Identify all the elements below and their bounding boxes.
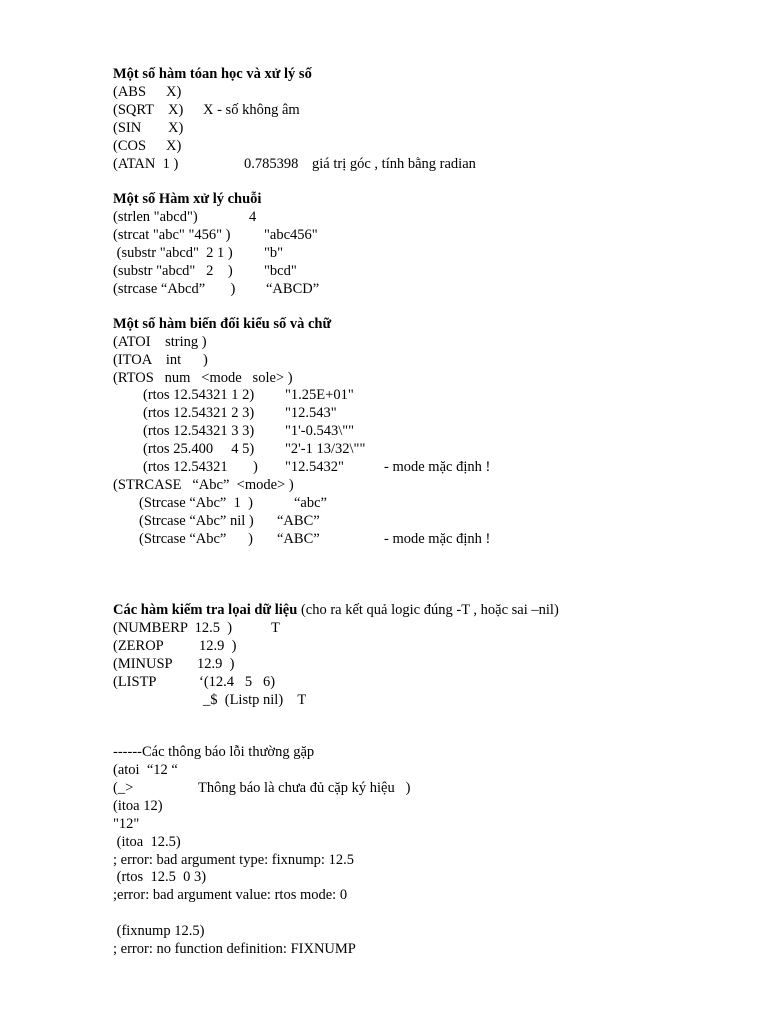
convert-line-strcase-1: (Strcase “Abc” 1 )	[139, 495, 253, 511]
test-line-minusp-arg: 12.9 )	[197, 656, 235, 672]
errors-line-prompt-note: Thông báo là chưa đủ cặp ký hiệu )	[198, 780, 411, 796]
errors-line-atoi: (atoi “12 “	[113, 762, 178, 778]
convert-line-atoi: (ATOI string )	[113, 334, 207, 350]
math-line-atan-value: 0.785398	[244, 156, 299, 172]
convert-line-strcase-3-note: - mode mặc định !	[384, 531, 491, 547]
math-line-atan-note: giá trị góc , tính bằng radian	[312, 156, 476, 172]
test-heading-line	[113, 601, 559, 619]
convert-line-rtos-1: (rtos 12.54321 1 2)	[143, 387, 255, 403]
test-line-zerop: (ZEROP	[113, 638, 164, 654]
convert-line-rtos-3: (rtos 12.54321 3 3)	[143, 423, 255, 439]
errors-line-itoa-result: "12"	[113, 816, 140, 832]
string-line-strcat-result: "abc456"	[264, 227, 318, 243]
convert-line-strcase-2: (Strcase “Abc” nil )	[139, 513, 254, 529]
math-line-sqrt-note: X - số không âm	[203, 102, 300, 118]
convert-line-rtos-2: (rtos 12.54321 2 3)	[143, 405, 255, 421]
string-line-substr-2-result: "bcd"	[264, 263, 297, 279]
convert-line-rtos-1-result: "1.25E+01"	[285, 387, 354, 403]
errors-line-rtos-error: ;error: bad argument value: rtos mode: 0	[113, 887, 348, 903]
convert-line-rtos-3-result: "1'-0.543\""	[285, 423, 355, 439]
test-heading-note: (cho ra kết quả logic đúng -T , hoặc sai –nil)	[297, 602, 559, 618]
math-line-abs: (ABS	[113, 84, 147, 100]
string-line-strcase: (strcase “Abcd” )	[113, 281, 236, 297]
string-line-strlen-result: 4	[249, 209, 257, 225]
string-line-substr-1-result: "b"	[264, 245, 284, 261]
errors-line-fixnump: (fixnump 12.5)	[113, 923, 205, 939]
convert-line-strcase-2-result: “ABC”	[277, 513, 320, 529]
convert-line-strcase: (STRCASE “Abc” <mode> )	[113, 477, 294, 493]
test-line-listp-nil: _$ (Listp nil) T	[203, 692, 307, 708]
string-line-strcat: (strcat "abc" "456" )	[113, 227, 231, 243]
convert-line-rtos: (RTOS num <mode sole> )	[113, 370, 293, 386]
errors-heading: ------Các thông báo lỗi thường gặp	[113, 744, 315, 760]
convert-line-strcase-3-result: “ABC”	[277, 531, 320, 547]
errors-line-fixnump-error: ; error: bad argument type: fixnump: 12.5	[113, 852, 354, 868]
string-line-substr-1: (substr "abcd" 2 1 )	[113, 245, 233, 261]
errors-line-rtos: (rtos 12.5 0 3)	[113, 869, 207, 885]
errors-line-prompt: (_>	[113, 780, 134, 796]
convert-line-rtos-5-result: "12.5432"	[285, 459, 344, 475]
test-line-listp: (LISTP	[113, 674, 157, 690]
math-line-abs-arg: X)	[166, 84, 182, 100]
convert-line-rtos-5-note: - mode mặc định !	[384, 459, 491, 475]
math-line-atan: (ATAN 1 )	[113, 156, 179, 172]
test-line-numberp-result: T	[271, 620, 280, 636]
string-line-substr-2: (substr "abcd" 2 )	[113, 263, 233, 279]
convert-line-rtos-2-result: "12.543"	[285, 405, 337, 421]
convert-line-strcase-3: (Strcase “Abc” )	[139, 531, 253, 547]
math-line-cos: (COS	[113, 138, 147, 154]
convert-line-strcase-1-result: “abc”	[294, 495, 327, 511]
string-line-strcase-result: “ABCD”	[266, 281, 320, 297]
math-line-sqrt-arg: X)	[168, 102, 184, 118]
convert-line-rtos-4: (rtos 25.400 4 5)	[143, 441, 255, 457]
test-line-listp-arg: ‘(12.4 5 6)	[199, 674, 276, 690]
string-line-strlen: (strlen "abcd")	[113, 209, 198, 225]
test-line-zerop-arg: 12.9 )	[199, 638, 237, 654]
math-heading: Một số hàm tóan học và xử lý số	[113, 66, 312, 82]
convert-line-itoa: (ITOA int )	[113, 352, 208, 368]
errors-line-itoa-real: (itoa 12.5)	[113, 834, 181, 850]
errors-line-nofunction-error: ; error: no function definition: FIXNUMP	[113, 941, 356, 957]
test-line-numberp: (NUMBERP 12.5 )	[113, 620, 233, 636]
math-line-sin-arg: X)	[168, 120, 184, 136]
errors-line-itoa: (itoa 12)	[113, 798, 163, 814]
convert-line-rtos-4-result: "2'-1 13/32\""	[285, 441, 366, 457]
math-line-sin: (SIN	[113, 120, 142, 136]
string-heading: Một số Hàm xử lý chuỗi	[113, 191, 262, 207]
test-heading: Các hàm kiếm tra lọai dữ liệu	[113, 602, 298, 618]
test-line-minusp: (MINUSP	[113, 656, 173, 672]
math-line-cos-arg: X)	[166, 138, 182, 154]
convert-line-rtos-5: (rtos 12.54321 )	[143, 459, 258, 475]
convert-heading: Một số hàm biến đối kiểu số và chữ	[113, 316, 332, 332]
math-line-sqrt: (SQRT	[113, 102, 155, 118]
